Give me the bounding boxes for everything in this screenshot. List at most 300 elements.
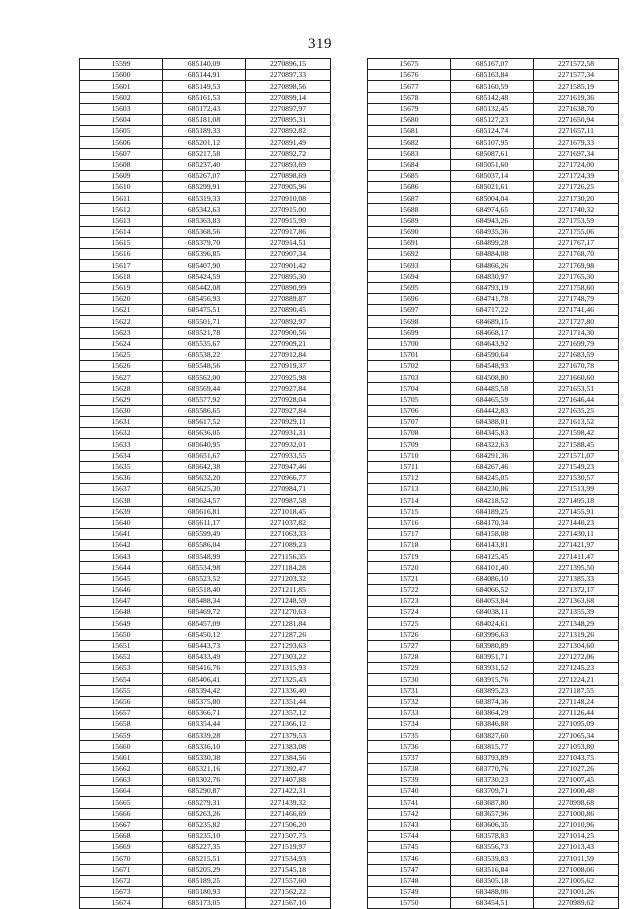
point-number-cell: 15629 — [80, 394, 163, 405]
y-coordinate-cell: 2271571,07 — [534, 450, 619, 461]
point-number-cell: 15603 — [80, 103, 163, 114]
point-number-cell: 15679 — [368, 103, 451, 114]
x-coordinate-cell: 684158,08 — [451, 528, 534, 539]
point-number-cell: 15621 — [80, 305, 163, 316]
y-coordinate-cell: 2271392,47 — [246, 763, 331, 774]
point-number-cell: 15727 — [368, 640, 451, 651]
x-coordinate-cell: 685107,95 — [451, 137, 534, 148]
point-number-cell: 15646 — [80, 584, 163, 595]
y-coordinate-cell: 2270905,96 — [246, 182, 331, 193]
table-row — [80, 886, 331, 897]
table-row — [368, 70, 619, 81]
y-coordinate-cell: 2270932,01 — [246, 439, 331, 450]
point-number-cell: 15696 — [368, 293, 451, 304]
x-coordinate-cell: 683793,89 — [451, 752, 534, 763]
y-coordinate-cell: 2271670,78 — [534, 361, 619, 372]
point-number-cell: 15645 — [80, 573, 163, 584]
y-coordinate-cell: 2270892,82 — [246, 126, 331, 137]
x-coordinate-cell: 685396,85 — [163, 249, 246, 260]
x-coordinate-cell: 685235,82 — [163, 819, 246, 830]
point-number-cell: 15614 — [80, 226, 163, 237]
point-number-cell: 15694 — [368, 271, 451, 282]
y-coordinate-cell: 2271395,50 — [534, 562, 619, 573]
y-coordinate-cell: 2271430,11 — [534, 528, 619, 539]
point-number-cell: 15712 — [368, 472, 451, 483]
x-coordinate-cell: 685132,45 — [451, 103, 534, 114]
x-coordinate-cell: 685290,87 — [163, 786, 246, 797]
y-coordinate-cell: 2271683,59 — [534, 349, 619, 360]
y-coordinate-cell: 2271000,86 — [534, 808, 619, 819]
point-number-cell: 15711 — [368, 461, 451, 472]
y-coordinate-cell: 2270898,69 — [246, 170, 331, 181]
table-row — [80, 517, 331, 528]
x-coordinate-cell: 683606,35 — [451, 819, 534, 830]
point-number-cell: 15700 — [368, 338, 451, 349]
y-coordinate-cell: 2271319,26 — [534, 629, 619, 640]
y-coordinate-cell: 2271348,29 — [534, 618, 619, 629]
point-number-cell: 15683 — [368, 148, 451, 159]
point-number-cell: 15708 — [368, 428, 451, 439]
y-coordinate-cell: 2271315,93 — [246, 663, 331, 674]
y-coordinate-cell: 2271767,17 — [534, 238, 619, 249]
x-coordinate-cell: 685501,71 — [163, 316, 246, 327]
point-number-cell: 15650 — [80, 629, 163, 640]
y-coordinate-cell: 2271724,39 — [534, 170, 619, 181]
x-coordinate-cell: 684974,65 — [451, 204, 534, 215]
y-coordinate-cell: 2271148,24 — [534, 696, 619, 707]
y-coordinate-cell: 2271018,45 — [246, 506, 331, 517]
x-coordinate-cell: 685279,31 — [163, 797, 246, 808]
table-row — [80, 249, 331, 260]
table-row — [368, 898, 619, 909]
table-row — [368, 215, 619, 226]
point-number-cell: 15704 — [368, 383, 451, 394]
y-coordinate-cell: 2271336,40 — [246, 685, 331, 696]
y-coordinate-cell: 2271598,42 — [534, 428, 619, 439]
x-coordinate-cell: 683931,52 — [451, 663, 534, 674]
x-coordinate-cell: 684884,08 — [451, 249, 534, 260]
table-row — [80, 663, 331, 674]
point-number-cell: 15661 — [80, 752, 163, 763]
point-number-cell: 15604 — [80, 114, 163, 125]
y-coordinate-cell: 2271562,22 — [246, 886, 331, 897]
point-number-cell: 15725 — [368, 618, 451, 629]
point-number-cell: 15701 — [368, 349, 451, 360]
x-coordinate-cell: 684143,81 — [451, 540, 534, 551]
table-row — [368, 92, 619, 103]
point-number-cell: 15729 — [368, 663, 451, 674]
x-coordinate-cell: 685624,57 — [163, 495, 246, 506]
point-number-cell: 15682 — [368, 137, 451, 148]
y-coordinate-cell: 2271293,63 — [246, 640, 331, 651]
y-coordinate-cell: 2271156,35 — [246, 551, 331, 562]
x-coordinate-cell: 685379,70 — [163, 238, 246, 249]
x-coordinate-cell: 685172,43 — [163, 103, 246, 114]
point-number-cell: 15605 — [80, 126, 163, 137]
x-coordinate-cell: 685363,83 — [163, 215, 246, 226]
table-row — [80, 584, 331, 595]
point-number-cell: 15602 — [80, 92, 163, 103]
x-coordinate-cell: 685488,34 — [163, 596, 246, 607]
y-coordinate-cell: 2270929,11 — [246, 417, 331, 428]
point-number-cell: 15626 — [80, 361, 163, 372]
table-row — [80, 551, 331, 562]
point-number-cell: 15664 — [80, 786, 163, 797]
table-row — [80, 372, 331, 383]
y-coordinate-cell: 2271635,25 — [534, 405, 619, 416]
y-coordinate-cell: 2271588,45 — [534, 439, 619, 450]
point-number-cell: 15734 — [368, 719, 451, 730]
x-coordinate-cell: 685406,41 — [163, 674, 246, 685]
point-number-cell: 15669 — [80, 842, 163, 853]
y-coordinate-cell: 2271699,79 — [534, 338, 619, 349]
y-coordinate-cell: 2270895,30 — [246, 271, 331, 282]
y-coordinate-cell: 2271740,32 — [534, 204, 619, 215]
x-coordinate-cell: 683827,60 — [451, 730, 534, 741]
x-coordinate-cell: 684830,97 — [451, 271, 534, 282]
point-number-cell: 15681 — [368, 126, 451, 137]
point-number-cell: 15667 — [80, 819, 163, 830]
table-row — [80, 528, 331, 539]
table-row — [368, 528, 619, 539]
table-row — [80, 707, 331, 718]
x-coordinate-cell: 684038,11 — [451, 607, 534, 618]
point-number-cell: 15689 — [368, 215, 451, 226]
x-coordinate-cell: 685632,20 — [163, 472, 246, 483]
point-number-cell: 15655 — [80, 685, 163, 696]
x-coordinate-cell: 684935,36 — [451, 226, 534, 237]
y-coordinate-cell: 2271679,33 — [534, 137, 619, 148]
y-coordinate-cell: 2270897,33 — [246, 70, 331, 81]
x-coordinate-cell: 684066,52 — [451, 584, 534, 595]
table-row — [368, 562, 619, 573]
table-row — [368, 372, 619, 383]
table-row — [80, 596, 331, 607]
point-number-cell: 15742 — [368, 808, 451, 819]
point-number-cell: 15715 — [368, 506, 451, 517]
point-number-cell: 15709 — [368, 439, 451, 450]
x-coordinate-cell: 685336,10 — [163, 741, 246, 752]
table-row — [368, 573, 619, 584]
x-coordinate-cell: 684245,05 — [451, 472, 534, 483]
x-coordinate-cell: 685215,51 — [163, 853, 246, 864]
x-coordinate-cell: 684388,01 — [451, 417, 534, 428]
x-coordinate-cell: 685319,33 — [163, 193, 246, 204]
table-row — [368, 450, 619, 461]
table-row — [368, 59, 619, 70]
table-row — [80, 103, 331, 114]
x-coordinate-cell: 685173,05 — [163, 898, 246, 909]
x-coordinate-cell: 685368,56 — [163, 226, 246, 237]
table-row — [80, 797, 331, 808]
point-number-cell: 15649 — [80, 618, 163, 629]
y-coordinate-cell: 2271619,36 — [534, 92, 619, 103]
point-number-cell: 15684 — [368, 159, 451, 170]
point-number-cell: 15616 — [80, 249, 163, 260]
point-number-cell: 15630 — [80, 405, 163, 416]
table-row — [368, 685, 619, 696]
y-coordinate-cell: 2270925,98 — [246, 372, 331, 383]
y-coordinate-cell: 2271657,11 — [534, 126, 619, 137]
x-coordinate-cell: 684101,40 — [451, 562, 534, 573]
x-coordinate-cell: 683578,83 — [451, 830, 534, 841]
x-coordinate-cell: 685217,58 — [163, 148, 246, 159]
y-coordinate-cell: 2270915,00 — [246, 204, 331, 215]
table-row — [368, 461, 619, 472]
x-coordinate-cell: 684345,83 — [451, 428, 534, 439]
point-number-cell: 15728 — [368, 651, 451, 662]
table-row — [368, 484, 619, 495]
x-coordinate-cell: 683488,06 — [451, 886, 534, 897]
table-row — [80, 92, 331, 103]
table-row — [368, 361, 619, 372]
x-coordinate-cell: 685227,35 — [163, 842, 246, 853]
x-coordinate-cell: 685342,63 — [163, 204, 246, 215]
point-number-cell: 15673 — [80, 886, 163, 897]
y-coordinate-cell: 2271126,44 — [534, 707, 619, 718]
table-row — [368, 830, 619, 841]
point-number-cell: 15660 — [80, 741, 163, 752]
point-number-cell: 15642 — [80, 540, 163, 551]
table-row — [80, 685, 331, 696]
x-coordinate-cell: 685562,00 — [163, 372, 246, 383]
x-coordinate-cell: 685586,04 — [163, 540, 246, 551]
y-coordinate-cell: 2271768,70 — [534, 249, 619, 260]
y-coordinate-cell: 2270909,21 — [246, 338, 331, 349]
x-coordinate-cell: 685616,81 — [163, 506, 246, 517]
x-coordinate-cell: 683815,77 — [451, 741, 534, 752]
point-number-cell: 15622 — [80, 316, 163, 327]
x-coordinate-cell: 683556,73 — [451, 842, 534, 853]
table-row — [80, 226, 331, 237]
y-coordinate-cell: 2271363,68 — [534, 596, 619, 607]
y-coordinate-cell: 2271303,22 — [246, 651, 331, 662]
point-number-cell: 15624 — [80, 338, 163, 349]
y-coordinate-cell: 2271270,63 — [246, 607, 331, 618]
table-row — [80, 316, 331, 327]
y-coordinate-cell: 2270914,51 — [246, 238, 331, 249]
y-coordinate-cell: 2271466,69 — [246, 808, 331, 819]
point-number-cell: 15686 — [368, 182, 451, 193]
y-coordinate-cell: 2270890,99 — [246, 282, 331, 293]
table-row — [368, 752, 619, 763]
table-row — [80, 405, 331, 416]
x-coordinate-cell: 684689,15 — [451, 316, 534, 327]
x-coordinate-cell: 685205,29 — [163, 864, 246, 875]
point-number-cell: 15606 — [80, 137, 163, 148]
table-row — [368, 249, 619, 260]
table-row — [80, 786, 331, 797]
table-row — [368, 763, 619, 774]
point-number-cell: 15609 — [80, 170, 163, 181]
x-coordinate-cell: 685433,49 — [163, 651, 246, 662]
x-coordinate-cell: 683454,51 — [451, 898, 534, 909]
y-coordinate-cell: 2271325,43 — [246, 674, 331, 685]
table-row — [80, 540, 331, 551]
point-number-cell: 15641 — [80, 528, 163, 539]
table-row — [368, 864, 619, 875]
point-number-cell: 15692 — [368, 249, 451, 260]
y-coordinate-cell: 2271272,06 — [534, 651, 619, 662]
y-coordinate-cell: 2271545,18 — [246, 864, 331, 875]
point-number-cell: 15702 — [368, 361, 451, 372]
y-coordinate-cell: 2271585,19 — [534, 81, 619, 92]
x-coordinate-cell: 685004,04 — [451, 193, 534, 204]
point-number-cell: 15743 — [368, 819, 451, 830]
coordinates-table-right — [367, 58, 619, 909]
x-coordinate-cell: 685354,44 — [163, 719, 246, 730]
y-coordinate-cell: 2271534,93 — [246, 853, 331, 864]
point-number-cell: 15741 — [368, 797, 451, 808]
x-coordinate-cell: 685051,60 — [451, 159, 534, 170]
y-coordinate-cell: 2271027,26 — [534, 763, 619, 774]
point-number-cell: 15671 — [80, 864, 163, 875]
y-coordinate-cell: 2271727,80 — [534, 316, 619, 327]
y-coordinate-cell: 2271519,97 — [246, 842, 331, 853]
point-number-cell: 15599 — [80, 59, 163, 70]
point-number-cell: 15627 — [80, 372, 163, 383]
table-row — [80, 238, 331, 249]
x-coordinate-cell: 683864,29 — [451, 707, 534, 718]
x-coordinate-cell: 685267,07 — [163, 170, 246, 181]
y-coordinate-cell: 2270966,77 — [246, 472, 331, 483]
point-number-cell: 15677 — [368, 81, 451, 92]
x-coordinate-cell: 685523,52 — [163, 573, 246, 584]
x-coordinate-cell: 683505,18 — [451, 875, 534, 886]
x-coordinate-cell: 685140,09 — [163, 59, 246, 70]
table-row — [80, 674, 331, 685]
x-coordinate-cell: 684125,45 — [451, 551, 534, 562]
table-row — [368, 797, 619, 808]
y-coordinate-cell: 2271697,34 — [534, 148, 619, 159]
table-row — [80, 159, 331, 170]
table-row — [368, 204, 619, 215]
page-number: 319 — [308, 36, 332, 52]
point-number-cell: 15633 — [80, 439, 163, 450]
point-number-cell: 15693 — [368, 260, 451, 271]
table-row — [368, 640, 619, 651]
x-coordinate-cell: 685163,84 — [451, 70, 534, 81]
y-coordinate-cell: 2271095,09 — [534, 719, 619, 730]
table-row — [368, 271, 619, 282]
point-number-cell: 15640 — [80, 517, 163, 528]
x-coordinate-cell: 685642,38 — [163, 461, 246, 472]
y-coordinate-cell: 2271013,43 — [534, 842, 619, 853]
y-coordinate-cell: 2271506,20 — [246, 819, 331, 830]
table-row — [80, 182, 331, 193]
table-row — [80, 741, 331, 752]
x-coordinate-cell: 684866,26 — [451, 260, 534, 271]
point-number-cell: 15697 — [368, 305, 451, 316]
x-coordinate-cell: 685263,26 — [163, 808, 246, 819]
point-number-cell: 15619 — [80, 282, 163, 293]
point-number-cell: 15656 — [80, 696, 163, 707]
x-coordinate-cell: 683516,84 — [451, 864, 534, 875]
point-number-cell: 15707 — [368, 417, 451, 428]
y-coordinate-cell: 2271726,25 — [534, 182, 619, 193]
x-coordinate-cell: 685161,53 — [163, 92, 246, 103]
y-coordinate-cell: 2270917,86 — [246, 226, 331, 237]
x-coordinate-cell: 684485,58 — [451, 383, 534, 394]
y-coordinate-cell: 2270907,34 — [246, 249, 331, 260]
table-row — [80, 81, 331, 92]
y-coordinate-cell: 2271650,94 — [534, 114, 619, 125]
point-number-cell: 15691 — [368, 238, 451, 249]
table-row — [80, 327, 331, 338]
table-row — [368, 719, 619, 730]
table-row — [80, 193, 331, 204]
x-coordinate-cell: 684442,83 — [451, 405, 534, 416]
y-coordinate-cell: 2271010,96 — [534, 819, 619, 830]
point-number-cell: 15608 — [80, 159, 163, 170]
y-coordinate-cell: 2271638,70 — [534, 103, 619, 114]
table-row — [80, 808, 331, 819]
table-row — [368, 226, 619, 237]
point-number-cell: 15744 — [368, 830, 451, 841]
y-coordinate-cell: 2271357,12 — [246, 707, 331, 718]
point-number-cell: 15676 — [368, 70, 451, 81]
y-coordinate-cell: 2271384,56 — [246, 752, 331, 763]
x-coordinate-cell: 683951,71 — [451, 651, 534, 662]
y-coordinate-cell: 2271613,52 — [534, 417, 619, 428]
y-coordinate-cell: 2271187,55 — [534, 685, 619, 696]
y-coordinate-cell: 2271557,60 — [246, 875, 331, 886]
y-coordinate-cell: 2270893,69 — [246, 159, 331, 170]
table-row — [368, 383, 619, 394]
point-number-cell: 15680 — [368, 114, 451, 125]
y-coordinate-cell: 2271646,44 — [534, 394, 619, 405]
y-coordinate-cell: 2270984,71 — [246, 484, 331, 495]
table-row — [80, 495, 331, 506]
point-number-cell: 15733 — [368, 707, 451, 718]
y-coordinate-cell: 2271753,59 — [534, 215, 619, 226]
table-row — [80, 338, 331, 349]
point-number-cell: 15674 — [80, 898, 163, 909]
point-number-cell: 15668 — [80, 830, 163, 841]
point-number-cell: 15721 — [368, 573, 451, 584]
x-coordinate-cell: 685189,25 — [163, 875, 246, 886]
x-coordinate-cell: 685149,53 — [163, 81, 246, 92]
x-coordinate-cell: 685302,76 — [163, 775, 246, 786]
x-coordinate-cell: 685180,93 — [163, 886, 246, 897]
table-row — [80, 349, 331, 360]
x-coordinate-cell: 684322,63 — [451, 439, 534, 450]
x-coordinate-cell: 685456,93 — [163, 293, 246, 304]
x-coordinate-cell: 685518,40 — [163, 584, 246, 595]
point-number-cell: 15658 — [80, 719, 163, 730]
x-coordinate-cell: 685235,10 — [163, 830, 246, 841]
table-row — [80, 898, 331, 909]
x-coordinate-cell: 685475,51 — [163, 305, 246, 316]
table-row — [368, 293, 619, 304]
y-coordinate-cell: 2270895,31 — [246, 114, 331, 125]
table-row — [368, 103, 619, 114]
x-coordinate-cell: 683895,23 — [451, 685, 534, 696]
y-coordinate-cell: 2271000,48 — [534, 786, 619, 797]
point-number-cell: 15654 — [80, 674, 163, 685]
table-row — [368, 260, 619, 271]
y-coordinate-cell: 2270892,72 — [246, 148, 331, 159]
table-row — [80, 651, 331, 662]
x-coordinate-cell: 685521,78 — [163, 327, 246, 338]
point-number-cell: 15738 — [368, 763, 451, 774]
table-row — [80, 484, 331, 495]
x-coordinate-cell: 684291,36 — [451, 450, 534, 461]
table-row — [368, 428, 619, 439]
point-number-cell: 15617 — [80, 260, 163, 271]
table-row — [368, 238, 619, 249]
table-row — [368, 182, 619, 193]
